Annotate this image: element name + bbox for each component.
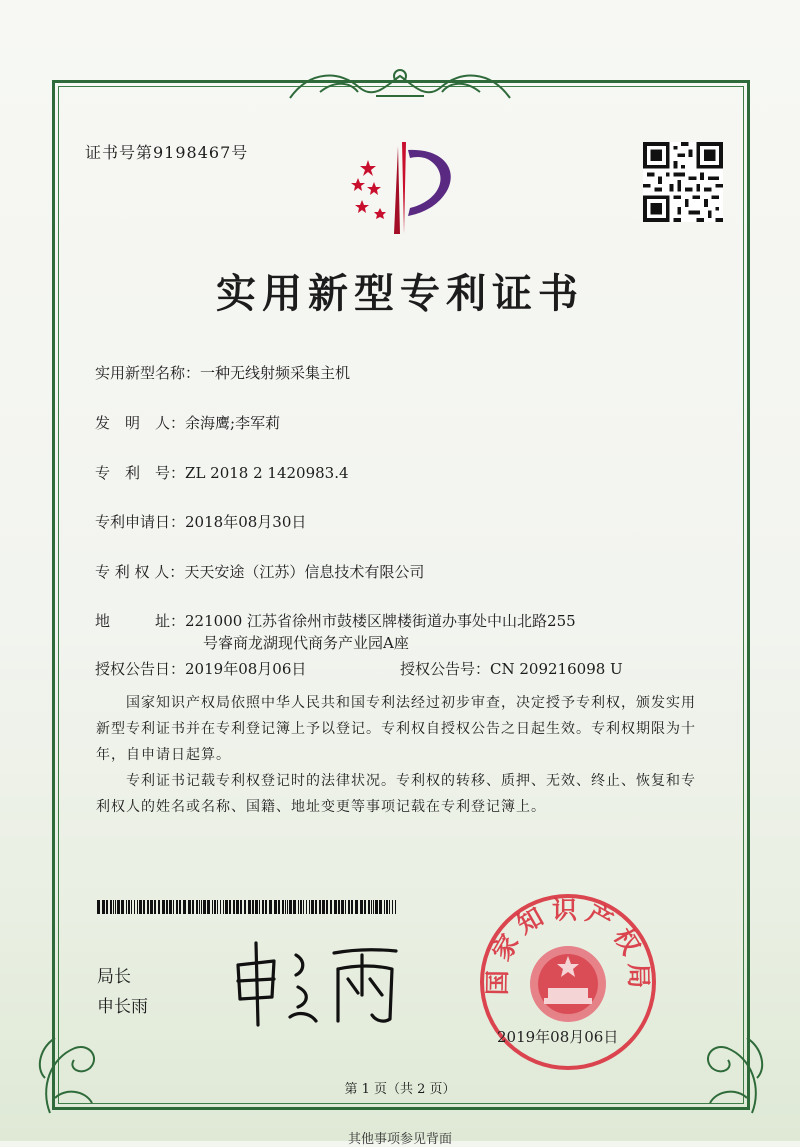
national-emblem-icon: [530, 946, 606, 1022]
utility-model-name-row: [95, 362, 350, 383]
legal-paragraph-1: 国家知识产权局依照中华人民共和国专利法经过初步审查，决定授予专利权，颁发实用新型专利证书并在专利登记簿上予以登记。专利权自授权公告之日起生效。专利权期限为十年，自申请日起算。: [96, 695, 696, 763]
grant-date-label: 授权公告日：: [95, 660, 186, 678]
svg-text:国家知识产权局: 国家知识产权局: [482, 895, 654, 996]
certificate-title: 实用新型专利证书: [216, 271, 584, 317]
address-label: 地 址：: [95, 612, 186, 630]
patent-office-logo-icon: [340, 138, 470, 238]
certificate-number: 证书号第9198467号: [85, 143, 249, 162]
bottom-left-ornament: [30, 1018, 120, 1118]
patentee-row: [95, 561, 424, 582]
utility-model-name-value: 一种无线射频采集主机: [200, 364, 351, 382]
address-row: [95, 610, 576, 631]
legal-paragraph-2: 专利证书记载专利权登记时的法律状况。专利权的转移、质押、无效、终止、恢复和专利权人的姓名或名称、国籍、地址变更等事项记载在专利登记簿上。: [96, 773, 696, 815]
grant-date-row: [95, 658, 306, 679]
patent-number-label: 专 利 号：: [95, 464, 186, 482]
address-line1: 221000 江苏省徐州市鼓楼区牌楼街道办事处中山北路255: [185, 612, 576, 630]
filing-date-value: 2018年08月30日: [185, 513, 307, 531]
utility-model-name-label: 实用新型名称：: [95, 364, 201, 382]
inventor-label: 发 明 人：: [95, 414, 186, 432]
director-block: [97, 962, 148, 1022]
patentee-value: 天天安途（江苏）信息技术有限公司: [184, 563, 425, 581]
top-ornament: [280, 62, 520, 106]
grant-number-row: [400, 658, 623, 679]
address-line2: 号睿商龙湖现代商务产业园A座: [203, 634, 409, 652]
patent-number-row: [95, 462, 349, 483]
filing-date-row: [95, 511, 306, 532]
inventor-value: 余海鹰;李军莉: [185, 414, 281, 432]
grant-date-value: 2019年08月06日: [185, 660, 307, 678]
bottom-right-ornament: [682, 1018, 772, 1118]
seal-date: 2019年08月06日: [497, 1028, 619, 1046]
patentee-label: 专 利 权 人：: [95, 563, 185, 581]
director-name: 申长雨: [97, 997, 148, 1017]
grant-number-label: 授权公告号：: [400, 660, 491, 678]
patent-number-value: ZL 2018 2 1420983.4: [185, 464, 349, 482]
barcode: [97, 900, 399, 914]
grant-number-value: CN 209216098 U: [490, 660, 623, 678]
director-title: 局长: [97, 967, 131, 987]
page-number: 第 1 页（共 2 页）: [344, 1082, 456, 1097]
inventor-row: [95, 412, 280, 433]
qr-code: [643, 142, 723, 222]
director-signature: [226, 935, 406, 1030]
filing-date-label: 专利申请日：: [95, 513, 186, 531]
footnote: 其他事项参见背面: [347, 1132, 452, 1147]
